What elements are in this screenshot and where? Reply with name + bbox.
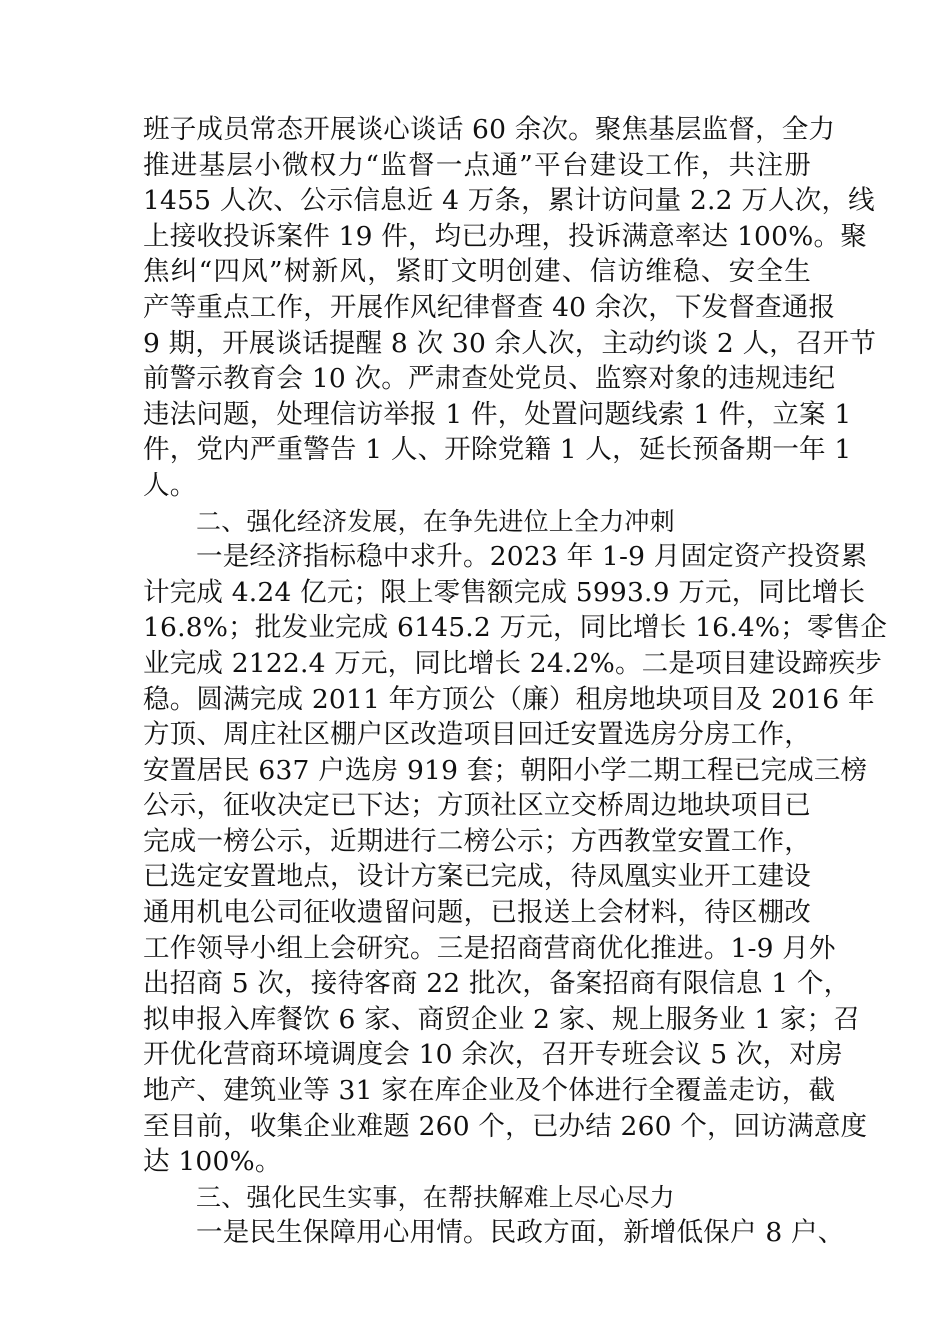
text-line: 安置居民 637 户选房 919 套；朝阳小学二期工程已完成三榜 xyxy=(143,754,868,786)
text-line: 一是经济指标稳中求升。2023 年 1-9 月固定资产投资累 xyxy=(196,541,868,573)
text-line: 拟申报入库餐饮 6 家、商贸企业 2 家、规上服务业 1 家；召 xyxy=(143,1003,861,1035)
document-page xyxy=(143,112,888,1251)
text-line: 违法问题，处理信访举报 1 件，处置问题线索 1 件，立案 1 xyxy=(143,398,852,430)
section-heading-livelihood: 三、强化民生实事，在帮扶解难上尽心尽力 xyxy=(196,1182,675,1212)
text-line: 完成一榜公示，近期进行二榜公示；方西教堂安置工作， xyxy=(143,825,811,857)
text-line: 出招商 5 次，接待客商 22 批次，备案招商有限信息 1 个， xyxy=(143,968,851,1000)
text-line: 1455 人次、公示信息近 4 万条，累计访问量 2.2 万人次，线 xyxy=(143,185,875,217)
text-line: 产等重点工作，开展作风纪律督查 40 余次，下发督查通报 xyxy=(143,291,836,323)
text-line: 业完成 2122.4 万元，同比增长 24.2%。二是项目建设蹄疾步 xyxy=(143,647,882,679)
paragraph-livelihood xyxy=(143,1215,845,1251)
section-heading-economy: 二、强化经济发展，在争先进位上全力冲刺 xyxy=(196,506,675,536)
text-line: 人。 xyxy=(143,469,197,501)
paragraph-discipline-supervision xyxy=(143,112,877,504)
text-line: 开优化营商环境调度会 10 余次，召开专班会议 5 次，对房 xyxy=(143,1039,843,1071)
text-line: 稳。圆满完成 2011 年方顶公（廉）租房地块项目及 2016 年 xyxy=(143,683,875,715)
text-line: 班子成员常态开展谈心谈话 60 余次。聚焦基层监督，全力 xyxy=(143,114,836,145)
text-line: 9 期，开展谈话提醒 8 次 30 余人次，主动约谈 2 人，召开节 xyxy=(143,327,877,359)
text-line: 上接收投诉案件 19 件，均已办理，投诉满意率达 100%。聚 xyxy=(143,220,867,252)
text-line: 焦纠“四风”树新风，紧盯文明创建、信访维稳、安全生 xyxy=(143,256,811,288)
text-line: 16.8%；批发业完成 6145.2 万元，同比增长 16.4%；零售企 xyxy=(143,612,888,644)
text-line: 达 100%。 xyxy=(143,1146,282,1178)
text-line: 件，党内严重警告 1 人、开除党籍 1 人，延长预备期一年 1 xyxy=(143,434,852,466)
text-line: 前警示教育会 10 次。严肃查处党员、监察对象的违规违纪 xyxy=(143,363,836,395)
text-line: 一是民生保障用心用情。民政方面，新增低保户 8 户、 xyxy=(196,1217,845,1249)
text-line: 通用机电公司征收遗留问题，已报送上会材料，待区棚改 xyxy=(143,897,811,929)
text-line: 已选定安置地点，设计方案已完成，待凤凰实业开工建设 xyxy=(143,861,811,893)
text-line: 推进基层小微权力“监督一点通”平台建设工作，共注册 xyxy=(143,149,811,181)
text-line: 工作领导小组上会研究。三是招商营商优化推进。1-9 月外 xyxy=(143,932,836,964)
text-line: 方顶、周庄社区棚户区改造项目回迁安置选房分房工作， xyxy=(143,719,811,751)
paragraph-economic-development xyxy=(143,539,888,1180)
text-line: 公示，征收决定已下达；方顶社区立交桥周边地块项目已 xyxy=(143,790,811,822)
text-line: 计完成 4.24 亿元；限上零售额完成 5993.9 万元，同比增长 xyxy=(143,576,866,608)
text-line: 至目前，收集企业难题 260 个，已办结 260 个，回访满意度 xyxy=(143,1110,868,1142)
text-line: 地产、建筑业等 31 家在库企业及个体进行全覆盖走访，截 xyxy=(143,1075,836,1107)
